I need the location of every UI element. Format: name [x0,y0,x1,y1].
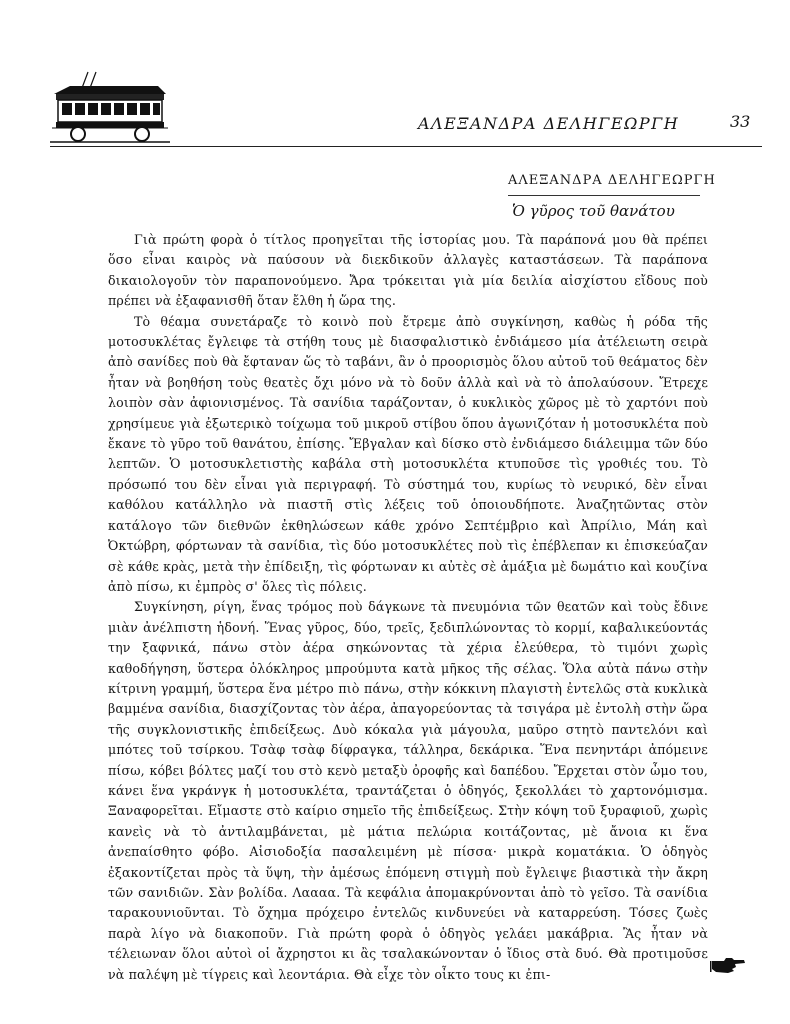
author-rule [508,195,700,196]
page-number: 33 [730,112,751,131]
paragraph: Γιὰ πρώτη φορὰ ὁ τίτλος προηγεῖται τῆς ἱστορίας μου. Τὰ παράπονά μου θὰ πρέπει ὅσο εἶναι καιρὸς νὰ παύσουν νὰ διεκδικοῦν ἀλλαγὲς καταστάσεων. Τὰ παράπονα δικαιολογοῦν τὸν παραπονούμενο. Ἄρα τρόκειται γιὰ μία δειλία αἰσχίστου εἴδους ποὺ πρέπει νὰ ἐξαφανισθῆ ὅταν ἔλθη ἡ ὥρα της. [108,232,708,309]
paragraph: Τὸ θέαμα συνετάραζε τὸ κοινὸ ποὺ ἔτρεμε ἀπὸ συγκίνηση, καθὼς ἡ ρόδα τῆς μοτοσυκλέτας ἔγλειφε τὰ στήθη τους μὲ διασφαλιστικὸ ἐνδιάμεσο μία ἀτέλειωτη σειρὰ ἀπὸ σανίδες ποὺ θὰ ἔφταναν ὥς τὸ ταβάνι, ἂν ὁ προορισμὸς ὅλου αὐτοῦ τοῦ θεάματος δὲν ἦταν νὰ βοηθήση τοὺς θεατὲς ὄχι μόνο νὰ τὸ δοῦν ἀλλὰ καὶ νὰ τὸ ἀπολαύσουν. Ἔτρεχε λοιπὸν σὰν ἀφιονισμένος. Τὰ σανίδια ταράζονταν, ὁ κυκλικὸς χῶρος μὲ τὸ χαρτόνι ποὺ χρησίμευε γιὰ ἐξωτερικὸ τοίχωμα τοῦ μικροῦ στίβου ὅπου ἀγωνιζόταν ἡ μοτοσυκλέτα ποὺ ἔκανε τὸ γῦρο τοῦ θανάτου, ἐπίσης. Ἔβγαλαν καὶ δίσκο στὸ ἐνδιάμεσο διάλειμμα τῶν δύο λεπτῶν. Ὁ μοτοσυκλετιστὴς καβάλα στὴ μοτοσυκλέτα κτυποῦσε τὶς γροθιές του. Τὸ πρόσωπό του δὲν εἶναι γιὰ περιγραφή. Τὸ σύστημά του, κυρίως τὸ νευρικό, δὲν εἶναι καθόλου κατάλληλο νὰ πιαστῆ στὶς λέξεις τοῦ ὁποιουδήποτε. Ἀναζητῶντας στὸν κατάλογο τῶν διεθνῶν ἐκθηλώσεων κάθε χρόνο Σεπτέμβριο καὶ Ἀπρίλιο, Μάη καὶ Ὀκτώβρη, φόρτωναν τὰ σανίδια, τὶς δύο μοτοσυκλέτες ποὺ τὶς ἐπέβλεπαν κι ἐπισκεύαζαν σὲ κάθε κρὰς, μετὰ τὴν ἐπίδειξη, τὶς φόρτωναν κι αὐτὲς σὲ ἁμάξια μὲ δωμάτιο καὶ κουζίνα ἀπὸ πίσω, κι ἐμπρὸς σ' ὅλες τὶς πόλεις. [108,313,708,594]
page-header [50,70,762,150]
pointing-hand-icon [710,955,746,975]
header-rule [50,146,762,147]
tram-car-icon [50,70,170,144]
running-head: ΑΛΕΞΑΝΔΡΑ ΔΕΛΗΓΕΩΡΓΗ [418,114,680,133]
article-body [108,230,708,985]
paragraph: Συγκίνηση, ρίγη, ἕνας τρόμος ποὺ δάγκωνε τὰ πνευμόνια τῶν θεατῶν καὶ τοὺς ἔδινε μιὰν ἀνέλπιστη ἡδονή. Ἕνας γῦρος, δύο, τρεῖς, ξεδιπλώνοντας τὸ κορμί, καβαλικεύοντάς την ξαφνικά, πάνω στὸν ἀέρα σηκώνοντας τὰ χέρια ἐλεύθερα, τὸ τιμόνι χωρὶς καθοδήγηση, ὕστερα ὁλόκληρος μπρούμυτα κατὰ μῆκος τῆς σέλας. Ὅλα αὐτὰ πάνω στὴν κίτρινη γραμμή, ὕστερα ἕνα μέτρο πιὸ πάνω, στὴν κόκκινη πλαγιστὴ ἐντελῶς στὰ κυκλικὰ βαμμένα σανίδια, διασχίζοντας τὸν ἀέρα, ἀπαγορεύοντας τὰ τσιγάρα μὲ ἐντολὴ στὴν ὥρα τῆς συγκλονιστικῆς ἐπιδείξεως. Δυὸ κόκαλα γιὰ μάγουλα, μαῦρο στητὸ παντελόνι καὶ μπότες τοῦ τσίρκου. Τσὰφ τσὰφ δίφραγκα, τάλληρα, δεκάρικα. Ἕνα πενηντάρι ἀπόμεινε πίσω, κόβει βόλτες μαζί του στὸ κενὸ μεταξὺ ὀροφῆς καὶ δαπέδου. Ἔρχεται στὸν ὦμο του, κάνει ἕνα γκράνγκ ἡ μοτοσυκλέτα, τραντάζεται ὁ ὁδηγός, ξεκολλάει τὸ χαρτονόμισμα. Ξαναφορεῖται. Εἴμαστε στὸ καίριο σημεῖο τῆς ἐπιδείξεως. Στὴν κόψη τοῦ ξυραφιοῦ, χωρὶς κανεὶς νὰ τὸ ἀντιλαμβάνεται, μὲ μάτια πελώρια κοιτάζοντας, μὲ ἄνοια κι ἕνα ἀνεπαίσθητο φόβο. Αἰσιοδοξία πασαλειμένη μὲ πίσσα· μικρὰ κοματάκια. Ὁ ὁδηγὸς ἐξακοντίζεται πρὸς τὰ ὕψη, τὴν ἀμέσως ἑπόμενη στιγμὴ ποὺ ἔγλειψε βιαστικὰ τὴν ἄκρη τῶν σανιδιῶν. Σὰν βολίδα. Λαααα. Τὰ κεφάλια ἀπομακρύνονται ἀπὸ τὸ γεῖσο. Τὰ σανίδια ταρακουνιοῦνται. Τὸ ὄχημα πρόχειρο ἐντελῶς κινδυνεύει νὰ καταρρεύση. Τόσες ζωὲς παρὰ λίγο νὰ διακοποῦν. Γιὰ πρώτη φορὰ ὁ ὁδηγὸς γελάει μακάβρια. Ἂς ἦταν νὰ τέλειωναν ὅλοι αὐτοὶ οἱ ἄχρηστοι κι ἂς τσαλακώνονταν ὁ ἴδιος στὰ δυό. Θὰ προτιμοῦσε νὰ παλέψη μὲ τίγρεις καὶ λεοντάρια. Θὰ εἶχε τὸν οἶκτο τους κι ἐπι- [108,599,708,982]
article-title: Ὁ γῦρος τοῦ θανάτου [512,202,675,220]
article-author: ΑΛΕΞΑΝΔΡΑ ΔΕΛΗΓΕΩΡΓΗ [508,173,716,188]
